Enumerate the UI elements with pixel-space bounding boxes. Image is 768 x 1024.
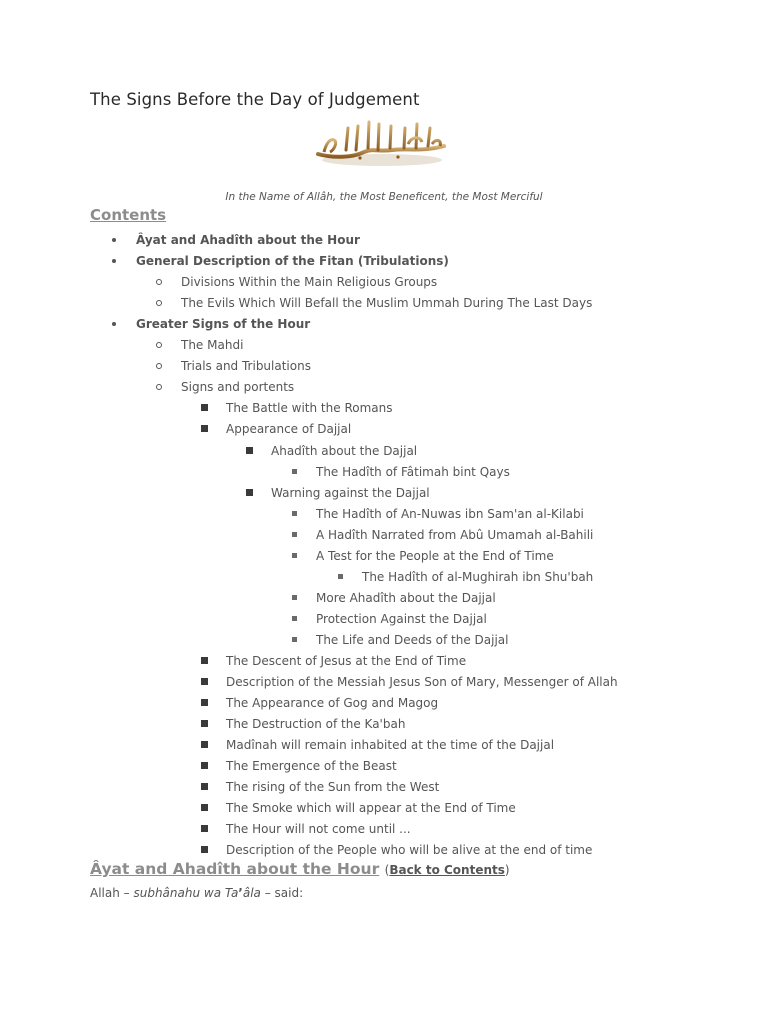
toc-bullet-icon <box>286 591 302 605</box>
toc-bullet-icon <box>286 612 302 626</box>
toc-bullet-icon <box>106 317 122 331</box>
toc-bullet-icon <box>286 549 302 563</box>
toc-item[interactable]: Signs and portents <box>181 380 295 394</box>
toc-item[interactable]: The Appearance of Gog and Magog <box>226 696 439 710</box>
toc-bullet-icon <box>151 275 167 289</box>
toc-bullet-icon <box>286 633 302 647</box>
toc-item[interactable]: The Mahdi <box>181 338 244 352</box>
toc-bullet-icon <box>196 759 212 773</box>
toc-item[interactable]: Trials and Tribulations <box>181 359 311 373</box>
toc-bullet-icon <box>196 654 212 668</box>
back-to-contents-link[interactable]: Back to Contents <box>389 863 505 877</box>
toc-bullet-icon <box>196 843 212 857</box>
toc-item[interactable]: Greater Signs of the Hour <box>136 317 311 331</box>
toc-bullet-icon <box>241 444 257 458</box>
toc-bullet-icon <box>106 254 122 268</box>
toc-bullet-icon <box>196 780 212 794</box>
toc-bullet-icon <box>151 296 167 310</box>
toc-bullet-icon <box>196 717 212 731</box>
toc-bullet-icon <box>332 570 348 584</box>
section-heading-text: Âyat and Ahadîth about the Hour <box>90 860 380 878</box>
section-heading-ayat <box>90 860 510 878</box>
toc-bullet-icon <box>196 422 212 436</box>
toc-item[interactable]: Description of the People who will be alive at the end of time <box>226 843 593 857</box>
said-suffix: – said: <box>260 886 304 900</box>
toc-bullet-icon <box>286 528 302 542</box>
back-paren-close: ) <box>504 863 510 877</box>
toc-bullet-icon <box>286 465 302 479</box>
toc-item[interactable]: The Descent of Jesus at the End of Time <box>226 654 467 668</box>
toc-bullet-icon <box>106 233 122 247</box>
toc-item[interactable]: Protection Against the Dajjal <box>316 612 487 626</box>
toc-item[interactable]: The rising of the Sun from the West <box>226 780 440 794</box>
toc-bullet-icon <box>196 822 212 836</box>
allah-said-line <box>90 886 303 900</box>
said-italic-2: âla <box>242 886 261 900</box>
toc-item[interactable]: The Hadîth of al-Mughirah ibn Shu'bah <box>362 570 594 584</box>
toc-bullet-icon <box>241 486 257 500</box>
toc-item[interactable]: Description of the Messiah Jesus Son of Mary, Messenger of Allah <box>226 675 618 689</box>
toc-item[interactable]: The Destruction of the Ka'bah <box>226 717 406 731</box>
toc-bullet-icon <box>196 696 212 710</box>
toc-item[interactable]: The Hour will not come until ... <box>226 822 411 836</box>
toc-item[interactable]: The Evils Which Will Befall the Muslim Ummah During The Last Days <box>181 296 593 310</box>
toc-item[interactable]: Appearance of Dajjal <box>226 422 352 436</box>
toc-item[interactable]: The Life and Deeds of the Dajjal <box>316 633 509 647</box>
toc-bullet-icon <box>196 675 212 689</box>
toc-item[interactable]: Ahadîth about the Dajjal <box>271 444 418 458</box>
said-apostrophe: ’ <box>238 886 243 900</box>
toc-item[interactable]: Divisions Within the Main Religious Groups <box>181 275 438 289</box>
toc-bullet-icon <box>151 338 167 352</box>
toc-item[interactable]: Madînah will remain inhabited at the time of the Dajjal <box>226 738 555 752</box>
toc-bullet-icon <box>151 380 167 394</box>
toc-item[interactable]: The Battle with the Romans <box>226 401 393 415</box>
toc-item[interactable]: General Description of the Fitan (Tribulations) <box>136 254 449 268</box>
toc-item[interactable]: The Smoke which will appear at the End of Time <box>226 801 516 815</box>
said-prefix: Allah – <box>90 886 134 900</box>
toc-bullet-icon <box>151 359 167 373</box>
said-italic: subhânahu wa Ta <box>133 886 239 900</box>
toc-item[interactable]: The Emergence of the Beast <box>226 759 397 773</box>
toc-item[interactable]: The Hadîth of An-Nuwas ibn Sam'an al-Kilabi <box>316 507 584 521</box>
toc-item[interactable]: Âyat and Ahadîth about the Hour <box>136 233 360 247</box>
toc-item[interactable]: Warning against the Dajjal <box>271 486 430 500</box>
toc-item[interactable]: A Hadîth Narrated from Abû Umamah al-Bahili <box>316 528 594 542</box>
toc-item[interactable]: More Ahadîth about the Dajjal <box>316 591 496 605</box>
toc-item[interactable]: A Test for the People at the End of Time <box>316 549 554 563</box>
toc-bullet-icon <box>196 401 212 415</box>
toc-item[interactable]: The Hadîth of Fâtimah bint Qays <box>316 465 510 479</box>
toc-bullet-icon <box>196 801 212 815</box>
back-link-group <box>385 863 510 877</box>
page-title: The Signs Before the Day of Judgement <box>90 90 420 109</box>
basmala-calligraphy-logo <box>312 114 452 170</box>
toc-bullet-icon <box>196 738 212 752</box>
contents-heading: Contents <box>90 206 167 224</box>
toc-bullet-icon <box>286 507 302 521</box>
basmala-text: In the Name of Allâh, the Most Beneficent, the Most Merciful <box>225 191 543 203</box>
back-paren-open: ( <box>384 863 390 877</box>
